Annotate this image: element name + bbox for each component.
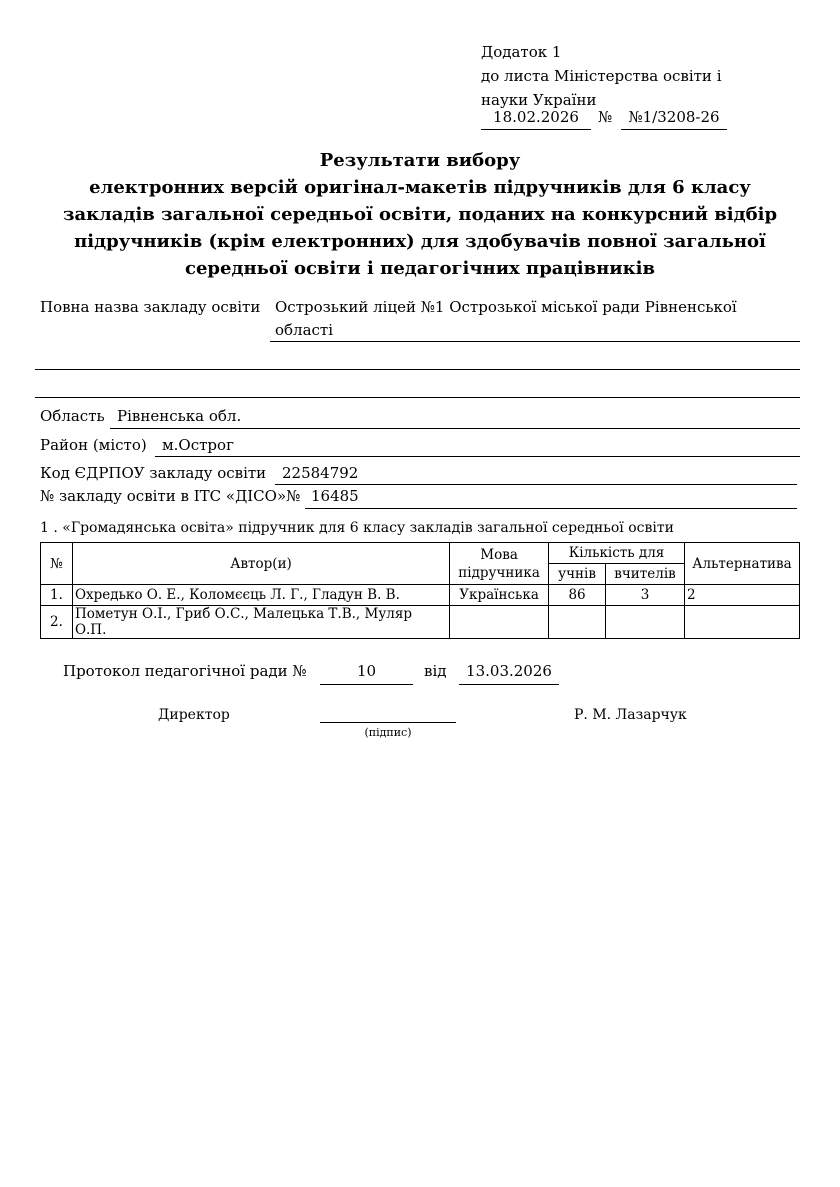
protocol-from: від — [424, 662, 447, 680]
signature-line — [320, 722, 456, 723]
header-num: № — [41, 543, 73, 585]
row-language — [450, 606, 549, 639]
document-title — [40, 147, 800, 282]
row-authors: Пометун О.І., Гриб О.С., Малецька Т.В., Муляр О.П. — [72, 606, 449, 639]
region-label: Область — [40, 407, 105, 425]
itc-underline — [305, 508, 797, 509]
appendix-number-sign: № — [598, 108, 613, 126]
appendix-number: №1/3208-26 — [621, 108, 727, 130]
institution-underline — [270, 341, 800, 342]
appendix-date: 18.02.2026 — [481, 108, 591, 130]
table-row — [41, 606, 800, 639]
protocol-number: 10 — [320, 662, 413, 685]
header-language-line-2: підручника — [458, 564, 540, 581]
institution-label: Повна назва закладу освіти — [40, 298, 261, 316]
row-teachers — [606, 606, 685, 639]
row-alternative — [684, 606, 799, 639]
institution-name-line-2: області — [275, 321, 334, 339]
appendix-ministry-line: науки України — [481, 91, 597, 109]
results-table — [40, 542, 800, 639]
header-authors: Автор(и) — [72, 543, 449, 585]
row-authors: Охредько О. Е., Коломєєць Л. Г., Гладун В. В. — [72, 585, 449, 606]
director-name: Р. М. Лазарчук — [574, 707, 687, 723]
protocol-date: 13.03.2026 — [459, 662, 559, 685]
row-language: Українська — [450, 585, 549, 606]
edrpou-underline — [275, 484, 797, 485]
row-students — [549, 606, 606, 639]
header-language — [450, 543, 549, 585]
institution-name-line-1: Острозький ліцей №1 Острозької міської ради Рівненської — [275, 298, 737, 316]
header-teachers: вчителів — [606, 564, 685, 585]
title-line-2: електронних версій оригінал-макетів підручників для 6 класу — [89, 177, 751, 198]
district-underline — [155, 456, 800, 457]
title-line-1: Результати вибору — [319, 150, 521, 171]
header-quantity: Кількість для — [549, 543, 685, 564]
row-num: 2. — [41, 606, 73, 639]
table-row — [41, 585, 800, 606]
header-alternative: Альтернатива — [684, 543, 799, 585]
region-underline — [110, 428, 800, 429]
section-title: 1 . «Громадянська освіта» підручник для 6 класу закладів загальної середньої освіти — [40, 520, 674, 536]
director-label: Директор — [158, 707, 230, 723]
title-line-3: закладів загальної середньої освіти, поданих на конкурсний відбір — [62, 204, 778, 225]
row-teachers: 3 — [606, 585, 685, 606]
edrpou-value: 22584792 — [282, 464, 359, 482]
itc-value: 16485 — [311, 487, 359, 505]
blank-line-1 — [35, 369, 800, 370]
region-value: Рівненська обл. — [117, 407, 242, 425]
row-num: 1. — [41, 585, 73, 606]
district-value: м.Острог — [162, 436, 234, 454]
signature-caption: (підпис) — [364, 726, 412, 739]
row-students: 86 — [549, 585, 606, 606]
row-alternative: 2 — [684, 585, 799, 606]
appendix-letter-line: до листа Міністерства освіти і — [481, 67, 722, 85]
appendix-date-row — [481, 108, 741, 132]
district-label: Район (місто) — [40, 436, 147, 454]
title-line-4: підручників (крім електронних) для здобувачів повної загальної — [74, 231, 766, 252]
appendix-block — [481, 40, 722, 112]
protocol-label: Протокол педагогічної ради № — [63, 662, 307, 680]
itc-label: № закладу освіти в ІТС «ДІСО»№ — [40, 487, 301, 505]
edrpou-label: Код ЄДРПОУ закладу освіти — [40, 464, 267, 482]
header-language-line-1: Мова — [480, 546, 518, 563]
title-line-5: середньої освіти і педагогічних працівників — [185, 258, 655, 279]
blank-line-2 — [35, 397, 800, 398]
appendix-title: Додаток 1 — [481, 43, 562, 61]
header-students: учнів — [549, 564, 606, 585]
